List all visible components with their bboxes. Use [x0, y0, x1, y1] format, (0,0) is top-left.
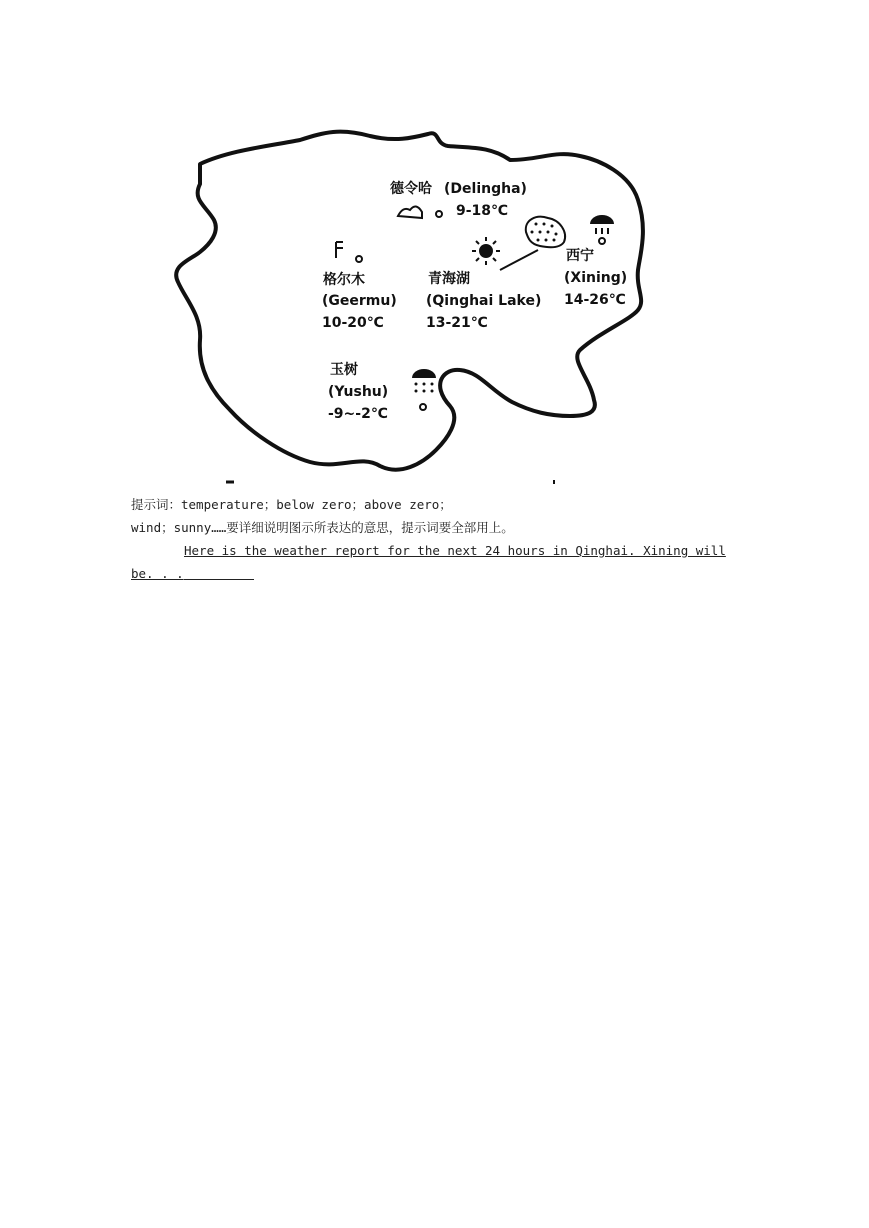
- xining-en: (Xining): [564, 270, 628, 286]
- prompt-text: [131, 493, 751, 585]
- geermu-en: (Geermu): [322, 293, 397, 309]
- answer-start-line: [131, 539, 751, 562]
- qinghai-lake-en: (Qinghai Lake): [426, 293, 542, 309]
- instruction-line: wind；sunny……要详细说明图示所表达的意思，提示词要全部用上。: [131, 520, 514, 535]
- answer-text: Here is the weather report for the next 24 hours in Qinghai. Xining will: [184, 543, 726, 558]
- yushu-en: (Yushu): [328, 384, 389, 400]
- geermu-cn: 格尔木: [323, 272, 365, 288]
- answer-blank: [184, 565, 254, 580]
- qinghai-lake-temp: 13-21℃: [426, 315, 488, 331]
- yushu-temp: -9~-2℃: [328, 406, 388, 422]
- xining-cn: 西宁: [566, 248, 594, 264]
- geermu-temp: 10-20℃: [322, 315, 384, 331]
- lake-shape: [526, 217, 565, 247]
- delingha-en: (Delingha): [444, 181, 527, 197]
- answer-continue-line: [131, 562, 751, 585]
- sun-icon: [472, 237, 500, 265]
- delingha-temp: 9-18℃: [456, 203, 508, 219]
- rain-icon: [590, 215, 614, 244]
- delingha-cn: 德令哈: [390, 181, 432, 197]
- qinghai-weather-map: [160, 120, 660, 490]
- yushu-cn: 玉树: [330, 362, 358, 378]
- xining-temp: 14-26℃: [564, 292, 626, 308]
- hint-words-line: 提示词：temperature；below zero；above zero；: [131, 497, 452, 512]
- lake-arrow: [500, 250, 538, 270]
- cloud-icon: [398, 206, 442, 218]
- qinghai-lake-cn: 青海湖: [428, 271, 470, 287]
- wind-icon: [336, 242, 362, 262]
- answer-text-2: be. . .: [131, 566, 184, 581]
- snow-icon: [412, 369, 436, 410]
